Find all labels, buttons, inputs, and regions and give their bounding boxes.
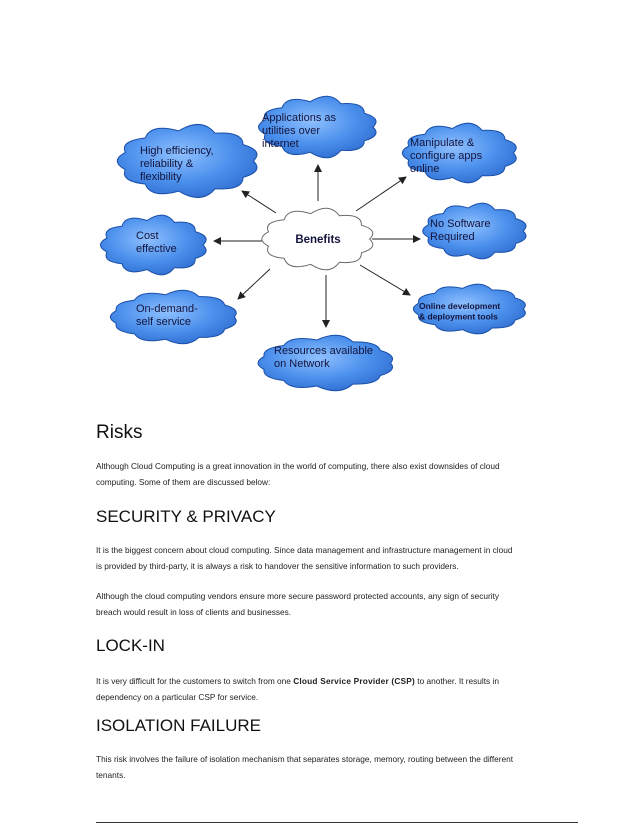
cloud-resources-on-network (258, 335, 393, 390)
arrow-6 (238, 269, 270, 299)
isolation-line-1: This risk involves the failure of isolation mechanism that separates storage, memory, routing between the different (96, 754, 514, 764)
cloud-label-line: configure apps (410, 150, 483, 162)
cloud-on-demand-self-service (110, 290, 236, 344)
cloud-label-line: Cost (136, 230, 159, 242)
cloud-label-line: High efficiency, (140, 145, 214, 157)
cloud-label-line: On-demand- (136, 303, 198, 315)
lock-in-paragraph (96, 674, 576, 705)
lock-in-line-2: dependency on a particular CSP for service. (96, 691, 259, 702)
risks-heading: Risks (96, 422, 143, 443)
cloud-benefits-center (262, 208, 373, 270)
cloud-label-line: online (410, 163, 440, 175)
footer-rule (96, 822, 578, 823)
security-p1-line-1: It is the biggest concern about cloud computing. Since data management and infrastructure management in cloud (96, 545, 513, 555)
security-privacy-heading: SECURITY & PRIVACY (96, 507, 276, 526)
cloud-label-line: on Network (274, 358, 330, 370)
cloud-manipulate-configure-apps (402, 123, 516, 183)
isolation-line-2: tenants. (96, 769, 126, 780)
cloud-label-line: Online development (419, 301, 501, 311)
security-p2-line-1: Although the cloud computing vendors ensure more secure password protected accounts, any sign of security (96, 591, 500, 601)
center-label: Benefits (295, 234, 341, 246)
cloud-no-software-required (423, 203, 526, 259)
cloud-label-line: Manipulate & (410, 137, 475, 149)
cloud-cost-effective (100, 215, 206, 275)
cloud-label-line: internet (262, 138, 299, 150)
risks-intro-line-2: computing. Some of them are discussed below: (96, 476, 271, 487)
cloud-label-line: flexibility (140, 171, 182, 183)
arrow-2 (356, 177, 406, 211)
security-p1-line-2: is provided by third-party, it is always a risk to handover the sensitive information to such providers. (96, 560, 459, 571)
isolation-paragraph (96, 752, 576, 783)
lock-in-heading: LOCK-IN (96, 636, 165, 655)
isolation-failure-heading: ISOLATION FAILURE (96, 716, 262, 735)
csp-term: Cloud Service Provider (CSP) (293, 676, 415, 686)
cloud-label-line: effective (136, 243, 177, 255)
arrow-8 (242, 191, 276, 213)
risks-intro (96, 459, 576, 490)
cloud-label-line: utilities over (262, 125, 321, 137)
security-p2-line-2: breach would result in loss of clients and businesses. (96, 606, 292, 617)
cloud-online-development-tools (413, 284, 525, 334)
security-paragraph-1 (96, 543, 576, 574)
cloud-label-line: No Software (430, 218, 491, 230)
security-paragraph-2 (96, 589, 576, 620)
cloud-label-line: Required (430, 231, 475, 243)
arrow-4 (360, 265, 410, 295)
cloud-high-efficiency (117, 124, 257, 197)
cloud-label-line: & deployment tools (419, 311, 498, 322)
benefits-diagram (96, 95, 542, 395)
risks-intro-line-1: Although Cloud Computing is a great innovation in the world of computing, there also exist downsides of cloud (96, 461, 500, 471)
cloud-applications-as-utilities (258, 96, 376, 158)
cloud-label-line: Resources available (274, 345, 374, 357)
cloud-label-line: Applications as (262, 112, 336, 124)
cloud-label-line: reliability & (140, 158, 194, 170)
lock-in-text-pre: It is very difficult for the customers to switch from one (96, 676, 294, 686)
lock-in-text-post: to another. It results in (415, 676, 499, 686)
cloud-label-line: self service (136, 316, 192, 328)
